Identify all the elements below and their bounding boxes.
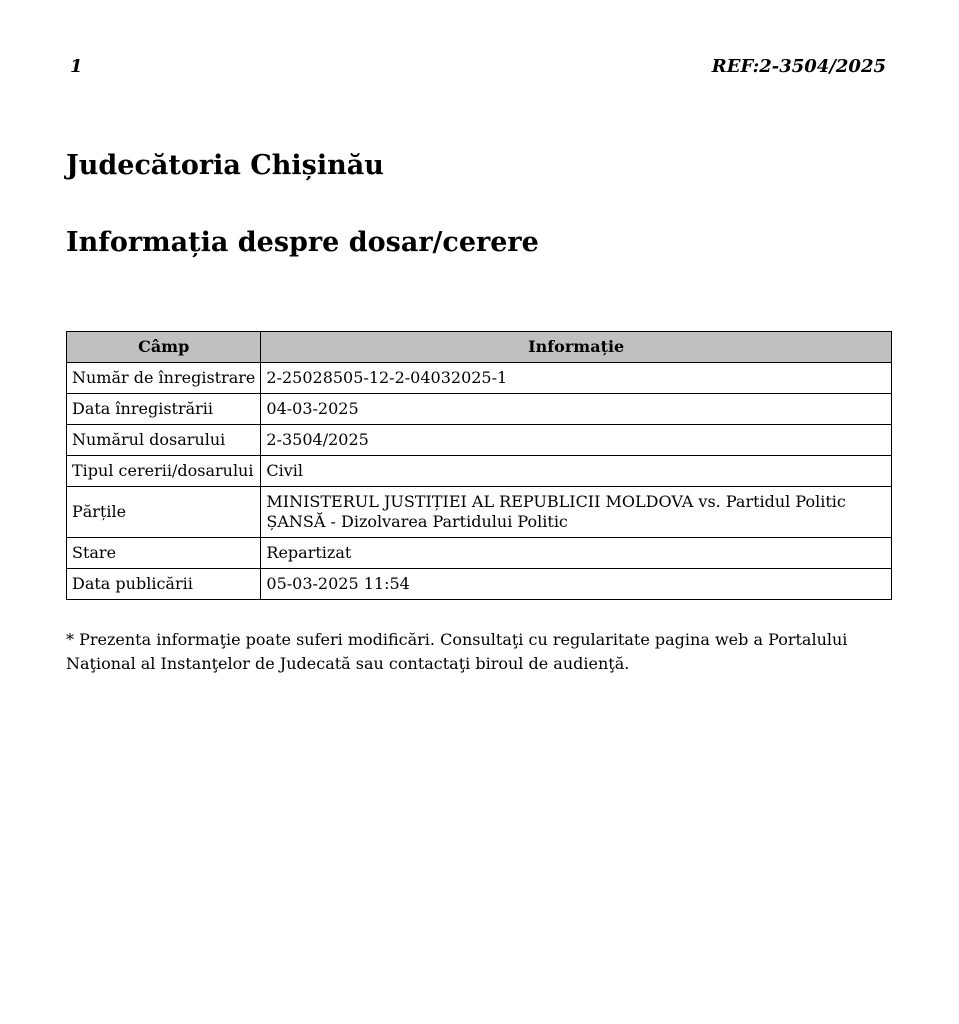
status-value: Repartizat: [261, 538, 892, 569]
parties-value: MINISTERUL JUSTIȚIEI AL REPUBLICII MOLDOVA vs. Partidul Politic ȘANSĂ - Dizolvarea Partidului Politic: [261, 487, 892, 538]
table-row: [67, 487, 892, 538]
column-header-information: Informație: [261, 332, 892, 363]
table-header-row: [67, 332, 892, 363]
page-number: 1: [70, 56, 83, 77]
column-header-field: Câmp: [67, 332, 261, 363]
table-row: [67, 363, 892, 394]
case-type-value: Civil: [261, 456, 892, 487]
table-row: [67, 394, 892, 425]
registration-number-value: 2-25028505-12-2-04032025-1: [261, 363, 892, 394]
table-row: [67, 456, 892, 487]
field-label: Data înregistrării: [67, 394, 261, 425]
reference-number: REF:2-3504/2025: [711, 56, 886, 77]
court-name: Judecătoria Chișinău: [66, 150, 384, 181]
field-label: Stare: [67, 538, 261, 569]
field-label: Tipul cererii/dosarului: [67, 456, 261, 487]
table-row: [67, 538, 892, 569]
field-label: Număr de înregistrare: [67, 363, 261, 394]
field-label: Data publicării: [67, 569, 261, 600]
case-number-value: 2-3504/2025: [261, 425, 892, 456]
case-info-table: [66, 331, 892, 600]
publication-date-value: 05-03-2025 11:54: [261, 569, 892, 600]
table-row: [67, 425, 892, 456]
registration-date-value: 04-03-2025: [261, 394, 892, 425]
disclaimer-note: * Prezenta informaţie poate suferi modificări. Consultaţi cu regularitate pagina web a Portalului Naţional al Instanţelor de Judecată sau contactaţi biroul de audienţă.: [66, 630, 848, 673]
table-row: [67, 569, 892, 600]
field-label: Numărul dosarului: [67, 425, 261, 456]
document-title: Informația despre dosar/cerere: [66, 227, 539, 258]
field-label: Părțile: [67, 487, 261, 538]
